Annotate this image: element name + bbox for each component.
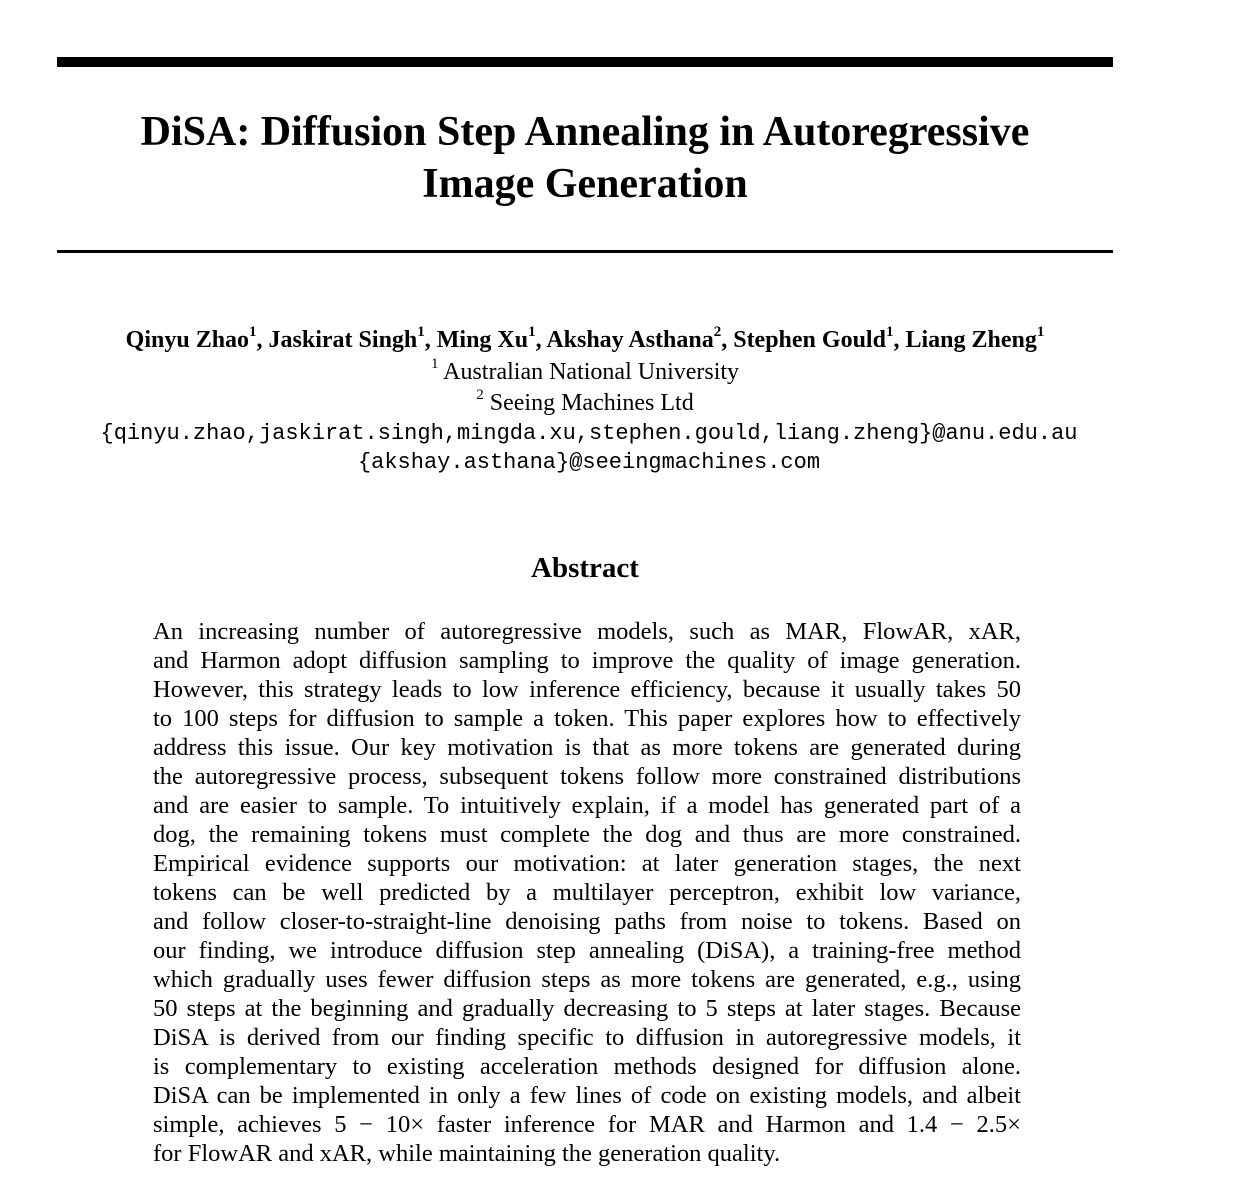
abstract-line: for FlowAR and xAR, while maintaining the generation quality. [153,1140,781,1167]
affiliation-name: Australian National University [443,359,740,385]
author-name: Akshay Asthana [546,327,714,353]
author-emails-anu: {qinyu.zhao,jaskirat.singh,mingda.xu,stephen.gould,liang.zheng}@anu.edu.au [100,421,1078,446]
author [268,324,425,353]
affiliation-mark: 1 [430,356,439,372]
paper-title [57,106,1113,210]
abstract-line: An increasing number of autoregressive models, such as MAR, FlowAR, xAR, [153,618,1021,645]
abstract-line: and are easier to sample. To intuitively explain, if a model has generated part of a [153,792,1021,819]
abstract-line: to 100 steps for diffusion to sample a token. This paper explores how to effectively [153,705,1021,732]
author-name: Stephen Gould [733,327,886,353]
author-affiliation-mark: 1 [528,324,536,340]
affiliation-name: Seeing Machines Ltd [489,390,694,416]
author-affiliation-mark: 1 [1036,324,1045,340]
abstract-line: DiSA can be implemented in only a few lines of code on existing models, and albeit [153,1082,1021,1109]
title-bottom-rule [57,250,1113,253]
author-emails-seeingmachines: {akshay.asthana}@seeingmachines.com [357,450,821,475]
abstract-line: address this issue. Our key motivation is that as more tokens are generated during [153,734,1021,761]
abstract-line: is complementary to existing acceleration methods designed for diffusion alone. [153,1053,1021,1080]
author [546,324,722,353]
abstract-line: and follow closer-to-straight-line denoising paths from noise to tokens. Based on [153,908,1021,935]
author-name: Jaskirat Singh [268,327,418,353]
author [436,324,536,353]
affiliation [0,388,1170,418]
abstract-body [153,617,1021,1168]
abstract-line: DiSA is derived from our finding specific to diffusion in autoregressive models, it [153,1024,1021,1051]
author-affiliation-mark: 1 [885,324,894,340]
author-list: Qinyu Zhao$^1$, Jaskirat Singh$^1$, Ming Xu$^1$, Akshay Asthana$^2$, Stephen Gould$^1$, Liang Zheng$^1$ [125,324,1045,353]
abstract-line: 50 steps at the beginning and gradually decreasing to 5 steps at later stages. Because [153,995,1021,1022]
author-affiliation-mark: 1 [249,324,257,340]
author-name: Qinyu Zhao [125,327,250,353]
abstract-line: Empirical evidence supports our motivation: at later generation stages, the next [153,850,1021,877]
affiliation [0,357,1170,387]
abstract-heading: Abstract [531,552,639,584]
affiliation-mark: 2 [476,387,484,403]
title-top-rule [57,57,1113,67]
author [125,324,257,353]
abstract-line: tokens can be well predicted by a multilayer perceptron, exhibit low variance, [153,879,1021,906]
abstract-line: our finding, we introduce diffusion step annealing (DiSA), a training-free method [153,937,1021,964]
abstract-line: dog, the remaining tokens must complete the dog and thus are more constrained. [153,821,1021,848]
author-name: Ming Xu [436,327,529,353]
abstract-line: which gradually uses fewer diffusion steps as more tokens are generated, e.g., using [153,966,1021,993]
abstract-line: However, this strategy leads to low inference efficiency, because it usually takes 50 [153,676,1021,703]
author-affiliation-mark: 2 [713,324,722,340]
author-name: Liang Zheng [905,327,1037,353]
abstract-line: and Harmon adopt diffusion sampling to improve the quality of image generation. [153,647,1021,674]
paper-title-line-1: DiSA: Diffusion Step Annealing in Autoregressive [140,109,1030,155]
abstract-line: the autoregressive process, subsequent tokens follow more constrained distributions [153,763,1021,790]
abstract-line: simple, achieves 5 − 10× faster inference for MAR and Harmon and 1.4 − 2.5× [153,1111,1021,1138]
author [733,324,894,353]
paper-title-line-2: Image Generation [422,161,748,207]
author [905,324,1045,353]
author-affiliation-mark: 1 [417,324,425,340]
